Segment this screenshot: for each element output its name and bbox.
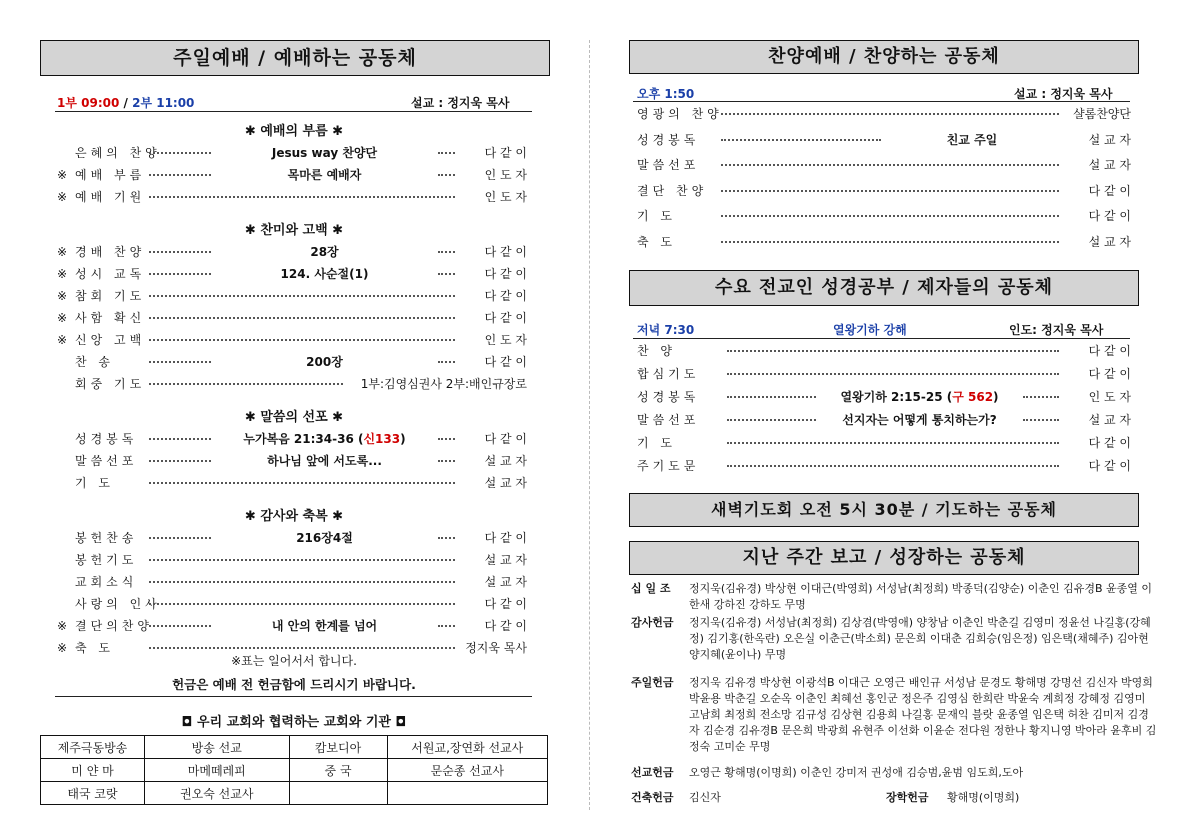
leader-dots [1023,396,1059,398]
program-role: 정지욱 목사 [465,641,527,655]
leader-dots [721,164,1059,166]
leader-dots [438,625,455,627]
partner-cell: 중 국 [289,759,387,782]
program-role: 다 같 이 [484,289,527,303]
section-title: ✱ 찬미와 고백 ✱ [244,223,344,238]
program-item-text: 216장4절 [296,531,353,545]
leader-dots [149,273,211,275]
partner-cell: 권오숙 선교사 [144,782,289,805]
program-role: 설 교 자 [1088,158,1131,172]
divider [55,696,532,697]
leader-dots [721,241,1059,243]
program-role: 다 같 이 [1088,344,1131,358]
program-item [207,429,442,449]
program-role: 다 같 이 [484,245,527,259]
leader-dots [149,537,211,539]
program-item-text: 28장 [310,245,339,259]
program-row [637,206,1131,226]
program-item-text: 200장 [306,355,343,369]
leader-dots [149,361,211,363]
leader-dots [721,190,1059,192]
program-label: 결단의찬양 [75,619,153,633]
program-row [57,594,527,614]
leader-dots [438,537,455,539]
leader-dots [149,251,211,253]
wednesday-study-banner: 수요 전교인 성경공부 / 제자들의 공동체 [629,270,1139,306]
service-time-1: 1부 09:00 [57,96,120,110]
program-role: 다 같 이 [1088,459,1131,473]
leader-dots [149,581,455,583]
program-role: 설 교 자 [484,476,527,490]
program-role: 다 같 이 [1088,209,1131,223]
leader-dots [149,174,211,176]
program-item [207,165,442,185]
program-row [57,616,527,636]
program-label: 경배 찬양 [75,245,146,259]
leader-dots [438,361,455,363]
partner-cell: 태국 코랏 [41,782,145,805]
wednesday-leader: 인도: 정지욱 목사 [1009,323,1104,337]
program-row [57,165,527,185]
leader-dots [149,603,455,605]
program-label: 교회소식 [75,575,138,589]
program-row [57,550,527,570]
leader-dots [149,625,211,627]
program-row [57,264,527,284]
report-label: 십 일 조 [631,582,671,595]
section-title: ✱ 예배의 부름 ✱ [244,124,344,139]
program-row [57,528,527,548]
report-label: 장학헌금 [886,791,929,804]
report-label: 건축헌금 [631,791,674,804]
program-role: 인 도 자 [484,168,527,182]
program-label: 영광의 찬양 [637,107,723,121]
dawn-prayer-banner: 새벽기도회 오전 5시 30분 / 기도하는 공동체 [629,493,1139,527]
program-role: 설 교 자 [484,454,527,468]
standing-mark: ※ [57,311,68,325]
leader-dots [438,152,455,154]
program-label: 찬 송 [75,355,114,369]
standing-note: ※표는 일어서서 합니다. [231,654,357,668]
standing-mark: ※ [57,641,68,655]
program-label: 사랑의 인사 [75,597,161,611]
leader-dots [149,460,211,462]
divider [55,111,532,112]
service-time-sep: / [123,96,128,110]
program-row [57,242,527,262]
program-row [57,473,527,493]
program-role: 다 같 이 [484,597,527,611]
program-row [57,143,527,163]
divider [633,338,1130,339]
partner-cell: 제주극동방송 [41,736,145,759]
hymnal-ref: 신133 [363,432,401,446]
section-title: ✱ 말씀의 선포 ✱ [244,410,344,425]
report-names: 정지욱(김유경) 박상현 이대근(박영희) 서성남(최정희) 박종덕(김양순) 이춘인 김유경B 윤종열 이한새 강하진 강하도 무명 [689,582,1153,611]
partner-row [41,759,548,782]
leader-dots [438,174,455,176]
program-role: 설 교 자 [1088,132,1131,147]
program-item [207,528,442,548]
leader-dots [727,396,816,398]
divider [633,101,1130,102]
program-label: 성경봉독 [637,390,700,404]
program-row [637,387,1131,407]
leader-dots [438,251,455,253]
program-item [877,130,1067,150]
partner-cell: 미 얀 마 [41,759,145,782]
leader-dots [727,373,1059,375]
program-row [57,330,527,350]
page-divider [589,40,590,810]
program-role: 다 같 이 [484,146,527,160]
partner-cell: 서원교,장연화 선교사 [387,736,547,759]
leader-dots [727,419,816,421]
sermon-preacher: 설교 : 정지욱 목사 [411,96,510,110]
program-item [812,410,1027,430]
leader-dots [149,317,455,319]
program-item-text: Jesus way 찬양단 [271,146,378,160]
program-item-text: 124. 사순절(1) [280,267,369,281]
program-label: 축 도 [637,234,676,249]
leader-dots [149,196,455,198]
standing-mark: ※ [57,168,68,182]
leader-dots [721,139,881,141]
service-times [57,94,194,111]
report-label: 선교헌금 [631,766,674,779]
program-item-text: 하나님 앞에 서도록... [267,454,382,468]
leader-dots [149,647,455,649]
partner-cell [289,782,387,805]
program-label: 신앙 고백 [75,333,146,347]
program-role: 다 같 이 [1088,183,1131,198]
program-row [637,456,1131,476]
program-role: 설 교 자 [484,553,527,567]
program-label: 기 도 [75,476,114,490]
program-label: 성시 교독 [75,267,146,281]
program-label: 사함 확신 [75,311,146,325]
program-role: 다 같 이 [484,267,527,281]
report-label: 감사헌금 [631,616,674,629]
program-item-text: 누가복음 21:34-36 ( [243,432,364,446]
program-role: 다 같 이 [1088,367,1131,381]
program-label: 찬 양 [637,344,676,358]
program-item-text: 내 안의 한계를 넘어 [271,619,378,633]
program-role: 인 도 자 [484,333,527,347]
report-label: 주일헌금 [631,676,674,689]
service-time-2: 2부 11:00 [132,96,195,110]
program-row [637,130,1131,150]
leader-dots [1023,419,1059,421]
partner-row [41,736,548,759]
leader-dots [727,350,1059,352]
program-item-text: 열왕기하 2:15-25 ( [840,390,953,404]
program-row [57,572,527,592]
program-label: 합심기도 [637,367,700,381]
program-item [207,242,442,262]
program-role: 샬롬찬양단 [1073,107,1131,121]
standing-mark: ※ [57,333,68,347]
program-label: 참회 기도 [75,289,146,303]
program-label: 은혜의 찬양 [75,146,161,160]
leader-dots [721,113,1059,115]
program-label: 성경봉독 [637,132,700,147]
program-row [57,308,527,328]
leader-dots [438,438,455,440]
leader-dots [149,559,455,561]
leader-dots [149,295,455,297]
program-row [637,410,1131,430]
program-item [207,616,442,636]
program-row [57,286,527,306]
partner-cell: 캄보디아 [289,736,387,759]
leader-dots [727,442,1059,444]
partner-row [41,782,548,805]
program-role: 다 같 이 [484,355,527,369]
program-item-text: 선지자는 어떻게 통치하는가? [842,413,997,427]
program-item-end: ) [400,432,406,446]
program-item [207,264,442,284]
program-label: 말씀선포 [75,454,138,468]
partner-cell: 문순종 선교사 [387,759,547,782]
program-role: 인 도 자 [484,190,527,204]
program-item-text: 친교 주일 [946,132,998,147]
program-role: 인 도 자 [1088,390,1131,404]
program-label: 말씀선포 [637,413,700,427]
report-names: 황해명(이명희) [947,791,1020,804]
weekly-report-banner: 지난 주간 보고 / 성장하는 공동체 [629,541,1139,575]
program-role: 1부:김영심권사 2부:배인규장로 [360,377,527,391]
program-row [637,104,1131,124]
leader-dots [149,438,211,440]
program-label: 예배 기원 [75,190,146,204]
program-row [57,374,527,394]
praise-time: 오후 1:50 [637,87,695,101]
program-label: 결단 찬양 [637,183,708,198]
leader-dots [149,152,211,154]
program-row [637,181,1131,201]
program-role: 다 같 이 [484,311,527,325]
leader-dots [438,460,455,462]
program-item [207,451,442,471]
program-row [637,364,1131,384]
leader-dots [438,273,455,275]
program-role: 다 같 이 [484,432,527,446]
partner-cell: 마메떼레피 [144,759,289,782]
program-label: 봉헌기도 [75,553,138,567]
report-names: 정지욱 김유경 박상현 이광석B 이대근 오영근 배인규 서성남 문경도 황해명 강명선 김신자 박영희 박윤용 박춘길 오순옥 이춘인 최혜선 홍인군 정은주 김영심 한희란 박윤숙 계희정 강혜정 김영미 고남희 최정희 전소망 김규성 김상현 김용희 나길홍 문재익 블랏 윤종열 임은택 허찬 김미저 김경자 김순경 김유경B 문은희 박광희 유현주 이선화 이윤순 전다원 정한나 황지니영 박아라 윤후비 김정숙 고미순 무명 [689,676,1157,753]
program-label: 예배 부름 [75,168,146,182]
program-row [637,232,1131,252]
section-title: ✱ 감사와 축복 ✱ [244,509,344,524]
program-role: 다 같 이 [484,531,527,545]
leader-dots [149,383,343,385]
program-role: 설 교 자 [1088,413,1131,427]
report-names: 정지욱(김유경) 서성남(최정희) 김상겸(박영애) 양창남 이춘인 박춘길 김영미 정윤선 나길홍(강혜정) 김기홍(한옥란) 오은실 이춘근(박소희) 문은희 이대춘 김희승(임은정) 임은택(채혜주) 김아현 양지혜(윤이나) 무명 [689,616,1151,661]
program-role: 다 같 이 [484,619,527,633]
report-names: 김신자 [689,791,721,804]
report-names: 오영근 황해명(이명희) 이춘인 강미저 권성애 김승범,윤범 임도희,도아 [689,766,1024,779]
program-row [637,155,1131,175]
program-label: 회중 기도 [75,377,146,391]
standing-mark: ※ [57,245,68,259]
standing-mark: ※ [57,619,68,633]
leader-dots [149,339,455,341]
program-item-end: ) [993,390,999,404]
hymnal-ref: 구 562 [952,390,994,404]
program-item [207,352,442,372]
program-item [812,387,1027,407]
program-row [637,433,1131,453]
program-row [57,451,527,471]
program-role: 다 같 이 [1088,436,1131,450]
leader-dots [149,482,455,484]
program-label: 봉헌찬송 [75,531,138,545]
program-label: 기 도 [637,209,676,223]
program-label: 말씀선포 [637,158,700,172]
partner-cell: 방송 선교 [144,736,289,759]
sunday-worship-banner: 주일예배 / 예배하는 공동체 [40,40,550,76]
program-item-text: 목마른 예배자 [287,168,362,182]
partners-title: ◘ 우리 교회와 협력하는 교회와 기관 ◘ [181,715,407,730]
praise-worship-banner: 찬양예배 / 찬양하는 공동체 [629,40,1139,74]
program-role: 설 교 자 [484,575,527,589]
program-row [57,187,527,207]
leader-dots [727,465,1059,467]
standing-mark: ※ [57,289,68,303]
standing-mark: ※ [57,267,68,281]
program-item [207,143,442,163]
wednesday-time: 저녁 7:30 [637,323,695,337]
offering-note: 헌금은 예배 전 헌금함에 드리시기 바랍니다. [172,677,416,692]
program-label: 기 도 [637,436,676,450]
partners-table [40,735,548,805]
program-label: 성경봉독 [75,432,138,446]
program-row [637,341,1131,361]
program-label: 축 도 [75,641,114,655]
program-label: 주기도문 [637,459,700,473]
partner-cell [387,782,547,805]
program-role: 설 교 자 [1088,234,1131,249]
leader-dots [721,215,1059,217]
wednesday-topic: 열왕기하 강해 [833,323,907,337]
program-row [57,352,527,372]
standing-mark: ※ [57,190,68,204]
praise-sermon: 설교 : 정지욱 목사 [1014,87,1113,101]
program-row [57,429,527,449]
